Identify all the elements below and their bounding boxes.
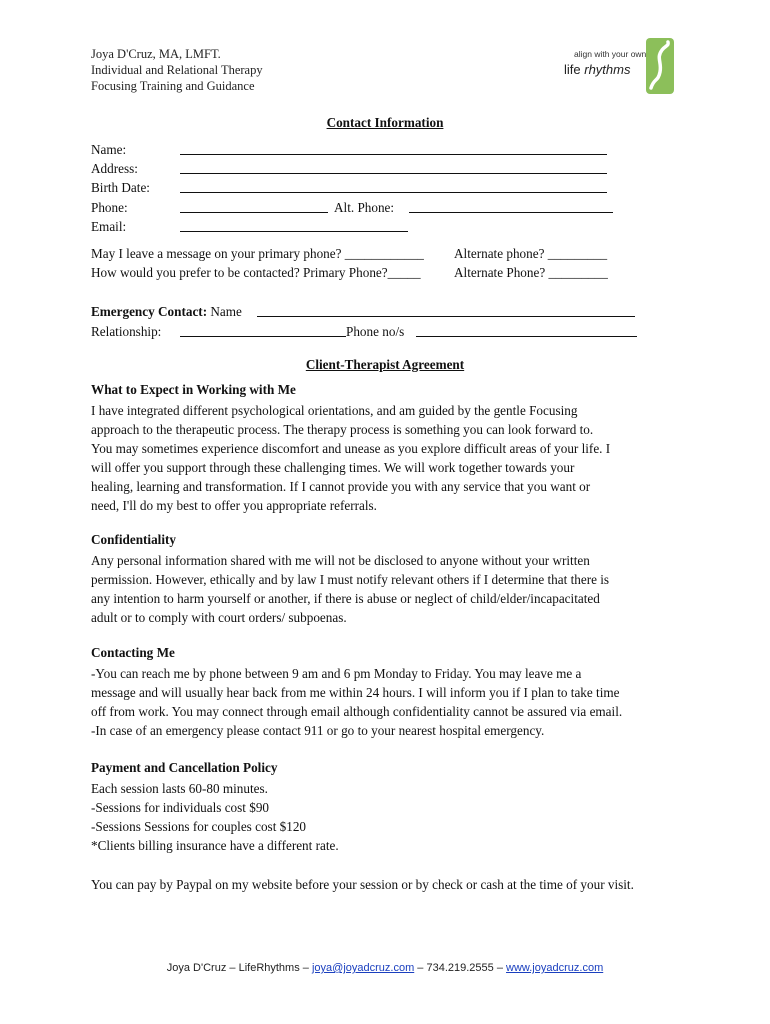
emergency-name-field[interactable] — [257, 316, 635, 317]
footer-brand: LifeRhythms — [238, 962, 300, 974]
payment-line: -Sessions Sessions for couples cost $120 — [91, 819, 307, 835]
relationship-label: Relationship: — [91, 324, 162, 339]
emergency-contact-label: Emergency Contact: — [91, 304, 208, 319]
expect-line: I have integrated different psychological orientations, and am guided by the gentle Focusing — [91, 403, 578, 418]
contacting-heading: Contacting Me — [91, 645, 175, 660]
name-label: Name: — [91, 142, 127, 157]
logo-tagline: align with your own — [574, 49, 647, 59]
alt-phone-field[interactable] — [409, 212, 613, 213]
confidentiality-line: any intention to harm yourself or another, if there is abuse or neglect of child/elder/incapacitated — [91, 591, 600, 607]
confidentiality-paragraph — [91, 551, 691, 627]
logo-swirl-icon — [646, 38, 674, 94]
expect-paragraph — [91, 401, 691, 516]
leave-message-alternate: Alternate phone? _________ — [454, 246, 608, 261]
phone-field[interactable] — [180, 212, 328, 213]
contacting-line: off from work. You may connect through email although confidentiality cannot be assured via email. — [91, 704, 623, 720]
expect-line: need, I'll do my best to offer you appropriate referrals. — [91, 498, 377, 514]
email-label: Email: — [91, 219, 127, 234]
birth-date-field[interactable] — [180, 192, 607, 193]
payment-heading: Payment and Cancellation Policy — [91, 760, 278, 775]
contacting-line: message and will usually hear back from me within 24 hours. I will inform you if I plan to take time — [91, 685, 620, 701]
phone-no-label: Phone no/s — [346, 324, 405, 339]
logo-word-life: life — [564, 62, 581, 77]
expect-line: You may sometimes experience discomfort and unease as you explore difficult areas of your life. I — [91, 441, 611, 457]
practice-type: Individual and Relational Therapy — [91, 63, 263, 77]
footer-separator: – — [496, 962, 503, 974]
emergency-contact-row — [91, 302, 242, 321]
footer-separator: – — [302, 962, 309, 974]
contact-preference-alternate: Alternate Phone? _________ — [454, 265, 608, 280]
contact-info-title: Contact Information — [326, 115, 444, 130]
confidentiality-heading: Confidentiality — [91, 532, 176, 547]
confidentiality-line: Any personal information shared with me will not be disclosed to anyone without your written — [91, 553, 590, 568]
payment-paragraph — [91, 779, 691, 855]
payment-line: -Sessions for individuals cost $90 — [91, 800, 270, 816]
relationship-field[interactable] — [180, 336, 346, 337]
contacting-line: -You can reach me by phone between 9 am and 6 pm Monday to Friday. You may leave me a — [91, 666, 582, 681]
page-footer — [0, 962, 770, 974]
logo-word-rhythms: rhythms — [584, 62, 631, 77]
logo-wordmark — [564, 62, 630, 77]
phone-label: Phone: — [91, 200, 128, 215]
footer-email-link[interactable]: joya@joyadcruz.com — [311, 962, 415, 974]
expect-heading: What to Expect in Working with Me — [91, 382, 296, 397]
payment-line: Each session lasts 60-80 minutes. — [91, 781, 268, 796]
paypal-line: You can pay by Paypal on my website before your session or by check or cash at the time of your visit. — [91, 877, 634, 892]
confidentiality-line: permission. However, ethically and by law I must notify relevant others if I determine that there is — [91, 572, 610, 588]
expect-line: approach to the therapeutic process. The therapy process is something you can look forward to. — [91, 422, 594, 438]
footer-separator: – — [229, 962, 236, 974]
leave-message-question: May I leave a message on your primary phone? ____________ — [91, 246, 424, 261]
email-field[interactable] — [180, 231, 408, 232]
contacting-line: -In case of an emergency please contact 911 or go to your nearest hospital emergency. — [91, 723, 545, 739]
footer-separator: – — [417, 962, 424, 974]
address-label: Address: — [91, 161, 138, 176]
alt-phone-label: Alt. Phone: — [334, 200, 395, 215]
footer-name: Joya D'Cruz — [166, 962, 227, 974]
footer-phone: 734.219.2555 — [426, 962, 494, 974]
birth-date-label: Birth Date: — [91, 180, 150, 195]
expect-line: healing, learning and transformation. If I cannot provide you with any service that you want or — [91, 479, 591, 495]
practitioner-header — [91, 46, 263, 94]
footer-website-link[interactable]: www.joyadcruz.com — [506, 962, 604, 974]
name-field[interactable] — [180, 154, 607, 155]
expect-line: will offer you support through these challenging times. We will work together towards your — [91, 460, 575, 476]
paypal-note — [91, 875, 691, 894]
practice-services: Focusing Training and Guidance — [91, 79, 255, 93]
contact-preference-question: How would you prefer to be contacted? Primary Phone?_____ — [91, 265, 421, 280]
practitioner-name: Joya D'Cruz, MA, LMFT. — [91, 47, 221, 61]
address-field[interactable] — [180, 173, 607, 174]
emergency-phone-field[interactable] — [416, 336, 637, 337]
contacting-paragraph — [91, 664, 691, 740]
payment-line: *Clients billing insurance have a different rate. — [91, 838, 339, 854]
liferhythms-logo — [560, 36, 678, 96]
confidentiality-line: adult or to comply with court orders/ subpoenas. — [91, 610, 347, 626]
agreement-title: Client-Therapist Agreement — [305, 357, 465, 372]
emergency-name-label: Name — [210, 304, 242, 319]
